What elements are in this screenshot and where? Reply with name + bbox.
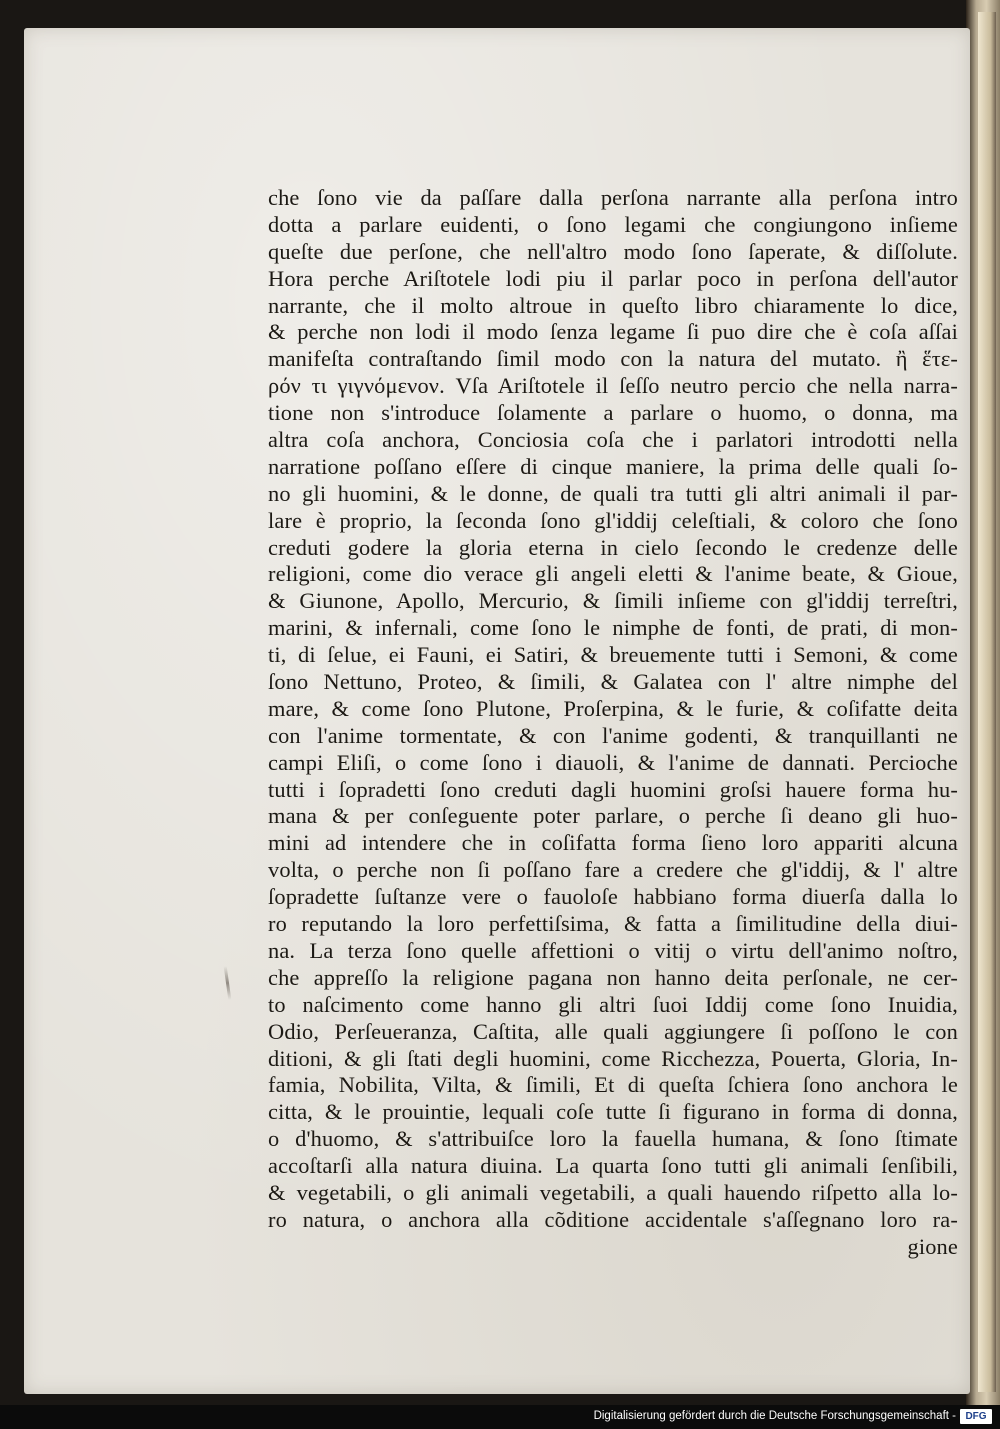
text-line: con l'anime tormentate, & con l'anime godenti, & tranquillanti ne xyxy=(268,722,958,748)
page-text-block xyxy=(268,185,958,1261)
text-line: altra coſa anchora, Conciosia coſa che i parlatori introdotti nella xyxy=(268,427,958,453)
text-line: citta, & le prouintie, lequali coſe tutte ſi figurano in forma di donna, xyxy=(268,1099,958,1125)
text-line: campi Eliſi, o come ſono i diauoli, & l'anime de dannati. Percioche xyxy=(268,749,958,775)
footer-bar xyxy=(0,1405,1000,1429)
text-line: creduti godere la gloria eterna in cielo ſecondo le credenze delle xyxy=(268,534,958,560)
text-line: accoſtarſi alla natura diuina. La quarta ſono tutti gli animali ſenſibili, xyxy=(268,1153,958,1179)
text-line: manifeſta contraſtando ſimil modo con la natura del mutato. ἢ ἕτε- xyxy=(268,346,958,372)
text-line: ditioni, & gli ſtati degli huomini, come Ricchezza, Pouerta, Gloria, In- xyxy=(268,1045,958,1071)
dfg-logo: DFG xyxy=(960,1409,992,1424)
adjacent-page-leaf xyxy=(978,12,996,1392)
text-line: o d'huomo, & s'attribuiſce loro la fauella humana, & ſono ſtimate xyxy=(268,1126,958,1152)
text-line: ro natura, o anchora alla cõditione accidentale s'aſſegnano loro ra- xyxy=(268,1206,958,1232)
text-line: che appreſſo la religione pagana non hanno deita perſonale, ne cer- xyxy=(268,964,958,990)
text-line: & vegetabili, o gli animali vegetabili, a quali hauendo riſpetto alla lo- xyxy=(268,1179,958,1205)
text-line: mare, & come ſono Plutone, Proſerpina, & le furie, & coſifatte deita xyxy=(268,695,958,721)
text-line: ρόν τι γιγνόμενον. Vſa Ariſtotele il ſeſſo neutro percio che nella narra- xyxy=(268,373,958,399)
text-line: Hora perche Ariſtotele lodi piu il parlar poco in perſona dell'autor xyxy=(268,265,958,291)
text-line: dotta a parlare euidenti, o ſono legami che congiungono inſieme xyxy=(268,211,958,237)
text-line: religioni, come dio verace gli angeli eletti & l'anime beate, & Gioue, xyxy=(268,561,958,587)
text-line: na. La terza ſono quelle affettioni o vitij o virtu dell'animo noſtro, xyxy=(268,937,958,963)
text-line: no gli huomini, & le donne, de quali tra tutti gli altri animali il par- xyxy=(268,480,958,506)
text-line: volta, o perche non ſi poſſano fare a credere che gl'iddij, & l' altre xyxy=(268,857,958,883)
text-line: to naſcimento come hanno gli altri ſuoi Iddij come ſono Inuidia, xyxy=(268,991,958,1017)
text-line: mana & per conſeguente poter parlare, o perche ſi deano gli huo- xyxy=(268,803,958,829)
text-line: famia, Nobilita, Vilta, & ſimili, Et di queſta ſchiera ſono anchora le xyxy=(268,1072,958,1098)
text-line: lare è proprio, la ſeconda ſono gl'iddij celeſtiali, & coloro che ſono xyxy=(268,507,958,533)
text-line: gione xyxy=(907,1233,958,1259)
book-page xyxy=(24,28,970,1394)
text-line: tutti i ſopradetti ſono creduti dagli huomini groſsi hauere forma hu- xyxy=(268,776,958,802)
text-line: narratione poſſano eſſere di cinque maniere, la prima delle quali ſo- xyxy=(268,453,958,479)
text-line: Odio, Perſeueranza, Caſtita, alle quali aggiungere ſi poſſono le con xyxy=(268,1018,958,1044)
margin-ink-mark xyxy=(224,966,232,1000)
text-line: narrante, che il molto altroue in queſto libro chiaramente lo dice, xyxy=(268,292,958,318)
text-line: tione non s'introduce ſolamente a parlare o huomo, o donna, ma xyxy=(268,400,958,426)
text-line: & perche non lodi il modo ſenza legame ſi puo dire che è coſa aſſai xyxy=(268,319,958,345)
text-line: marini, & infernali, come ſono le nimphe de fonti, de prati, di mon- xyxy=(268,615,958,641)
text-line: ti, di ſelue, ei Fauni, ei Satiri, & breuemente tutti i Semoni, & come xyxy=(268,642,958,668)
text-line: queſte due perſone, che nell'altro modo ſono ſaperate, & diſſolute. xyxy=(268,238,958,264)
text-line: ſopradette ſuſtanze vere o fauoloſe habbiano forma diuerſa dalla lo xyxy=(268,884,958,910)
text-line: & Giunone, Apollo, Mercurio, & ſimili inſieme con gl'iddij terreſtri, xyxy=(268,588,958,614)
funding-credit-text: Digitalisierung gefördert durch die Deutsche Forschungsgemeinschaft - xyxy=(593,1410,956,1422)
text-line: ſono Nettuno, Proteo, & ſimili, & Galatea con l' altre nimphe del xyxy=(268,669,958,695)
text-line: mini ad intendere che in coſifatta forma ſieno loro appariti alcuna xyxy=(268,830,958,856)
text-line: ro reputando la loro perfettiſsima, & fatta a ſimilitudine della diui- xyxy=(268,911,958,937)
text-line: che ſono vie da paſſare dalla perſona narrante alla perſona intro xyxy=(268,185,958,210)
